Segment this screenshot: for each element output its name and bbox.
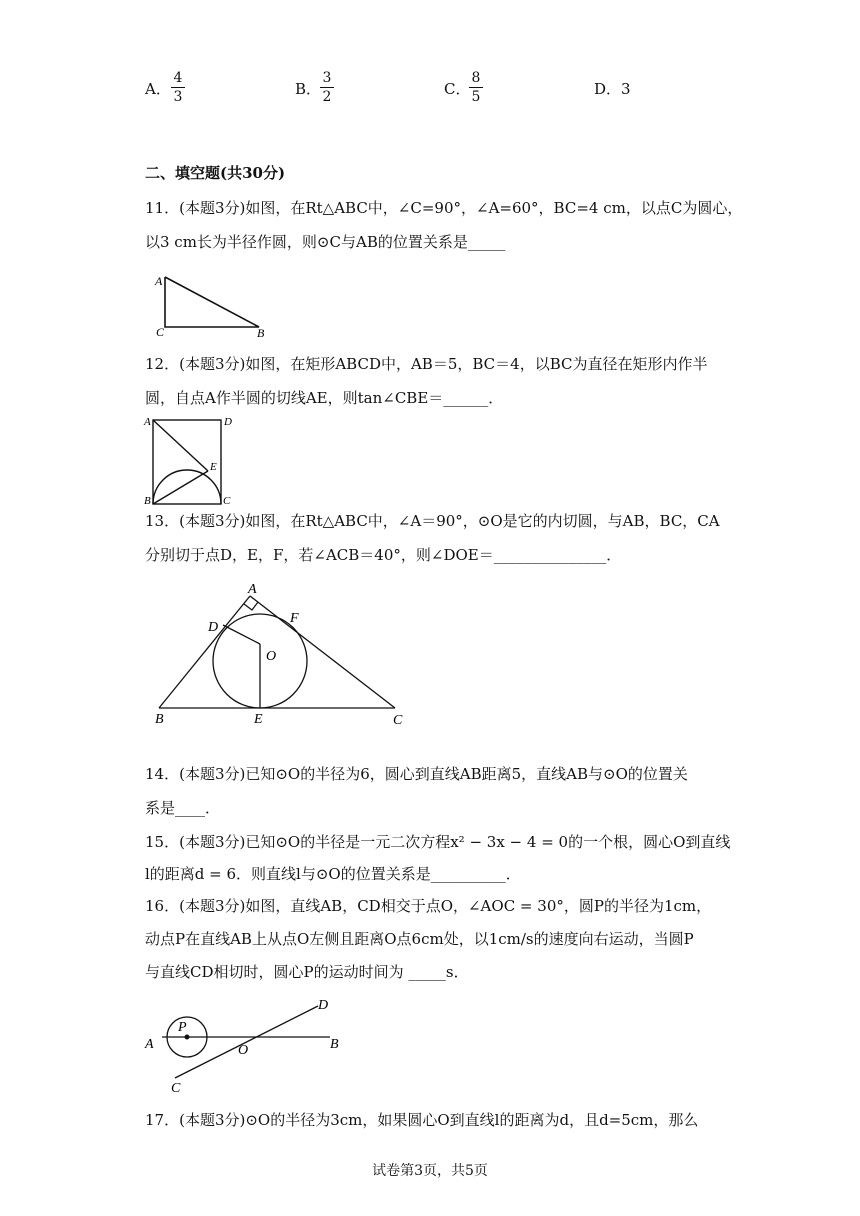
q11-label-c: C [156,325,165,339]
option-a [145,79,171,99]
q16-line2: 动点P在直线AB上从点O左侧且距离O点6cm处，以1cm/s的速度向右运动，当圆P [145,930,694,948]
q13-label-a: A [248,582,257,597]
q13-label-o: O [266,649,277,664]
q16-label-p: P [178,1020,187,1035]
option-a-fraction [171,70,185,105]
option-b-denominator: 2 [322,89,332,105]
q11-figure [150,268,280,340]
option-a-denominator: 3 [173,89,183,105]
q16-label-d: D [318,998,329,1013]
q11-line2: 以3 cm长为半径作圆，则⊙C与AB的位置关系是_____ [145,233,506,251]
q13-line2: 分别切于点D，E，F，若∠ACB＝40°，则∠DOE＝_______________． [145,546,622,564]
option-d-value: 3 [621,80,631,98]
q16-line1: 16．(本题3分)如图，直线AB，CD相交于点O，∠AOC = 30°，圆P的半径为1cm， [145,897,712,915]
q15-line1: 15．(本题3分)已知⊙O的半径是一元二次方程x² − 3x − 4 = 0的一个根，圆心O到直线 [145,833,731,851]
option-b-numerator: 3 [322,70,332,86]
q14-line2: 系是____． [145,799,221,817]
q13-label-d: D [208,620,219,635]
q13-label-f: F [290,611,299,626]
q13-line1: 13．(本题3分)如图，在Rt△ABC中，∠A＝90°，⊙O是它的内切圆，与AB，BC，CA [145,512,720,530]
option-c-letter: C． [444,80,471,98]
option-a-numerator: 4 [173,70,183,86]
q14-line1: 14．(本题3分)已知⊙O的半径为6，圆心到直线AB距离5，直线AB与⊙O的位置关 [145,765,688,783]
q17-line1: 17．(本题3分)⊙O的半径为3cm，如果圆心O到直线l的距离为d，且d=5cm，那么 [145,1111,699,1129]
q12-label-d: D [224,416,232,428]
q16-figure [140,994,355,1094]
q13-label-c: C [393,713,403,728]
q16-label-b: B [330,1037,339,1052]
option-c-denominator: 5 [471,89,481,105]
q15-line2: l的距离d = 6．则直线l与⊙O的位置关系是__________． [145,865,521,883]
q11-label-a: A [155,274,163,288]
q13-label-b: B [155,712,164,727]
option-a-letter: A． [145,80,171,98]
q12-line1: 12．(本题3分)如图，在矩形ABCD中，AB＝5，BC＝4，以BC为直径在矩形内作半 [145,355,708,373]
option-b [295,79,321,99]
q12-line2: 圆，自点A作半圆的切线AE，则tan∠CBE＝______． [145,389,504,407]
option-c-fraction [469,70,483,105]
q13-figure [145,578,420,728]
q12-label-b: B [144,495,151,507]
option-c [444,79,470,99]
page-footer: 试卷第3页，共5页 [372,1163,488,1179]
option-d [594,79,631,99]
q16-label-c: C [171,1081,181,1094]
option-b-fraction [320,70,334,105]
q11-line1: 11．(本题3分)如图，在Rt△ABC中，∠C=90°，∠A=60°，BC=4 cm，以点C为圆心， [145,199,743,217]
q12-label-a: A [144,416,151,428]
q13-label-e: E [254,712,263,727]
q12-label-c: C [223,495,231,507]
q16-line3: 与直线CD相切时，圆心P的运动时间为 _____s． [145,963,469,981]
q12-figure [140,410,240,508]
q11-label-b: B [257,326,265,340]
option-b-letter: B． [295,80,322,98]
q12-label-e: E [210,461,217,473]
q16-label-o: O [238,1043,249,1058]
option-d-letter: D． [594,80,622,98]
section-title: 二、填空题(共30分) [145,164,286,182]
q16-label-a: A [145,1037,154,1052]
option-c-numerator: 8 [471,70,481,86]
